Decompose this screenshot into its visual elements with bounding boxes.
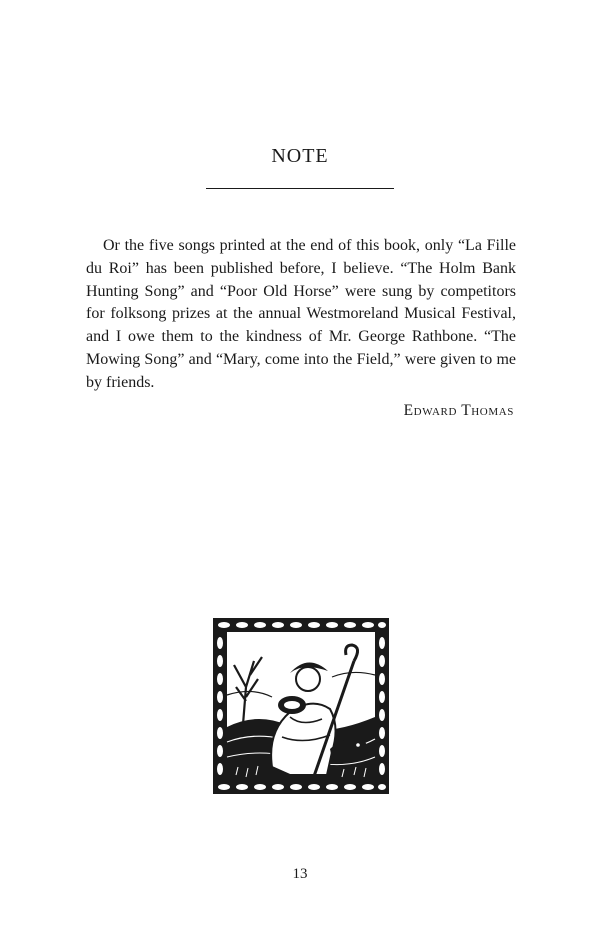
- heading-rule: [206, 188, 394, 189]
- page-number: 13: [292, 866, 308, 882]
- page-heading: NOTE: [271, 145, 329, 167]
- shepherd-woodcut-icon: [212, 617, 390, 795]
- note-paragraph: Or the five songs printed at the end of this book, only “La Fille du Roi” has been published before, I believe. “The Holm Bank Hunting Song” and “Poor Old Horse” were sung by competitors for folksong prizes at the annual Westmoreland Musical Festival, and I owe them to the kindness of Mr. George Rathbone. “The Mowing Song” and “Mary, come into the Field,” were given to me by friends.: [86, 237, 516, 391]
- author-signature: Edward Thomas: [403, 402, 514, 419]
